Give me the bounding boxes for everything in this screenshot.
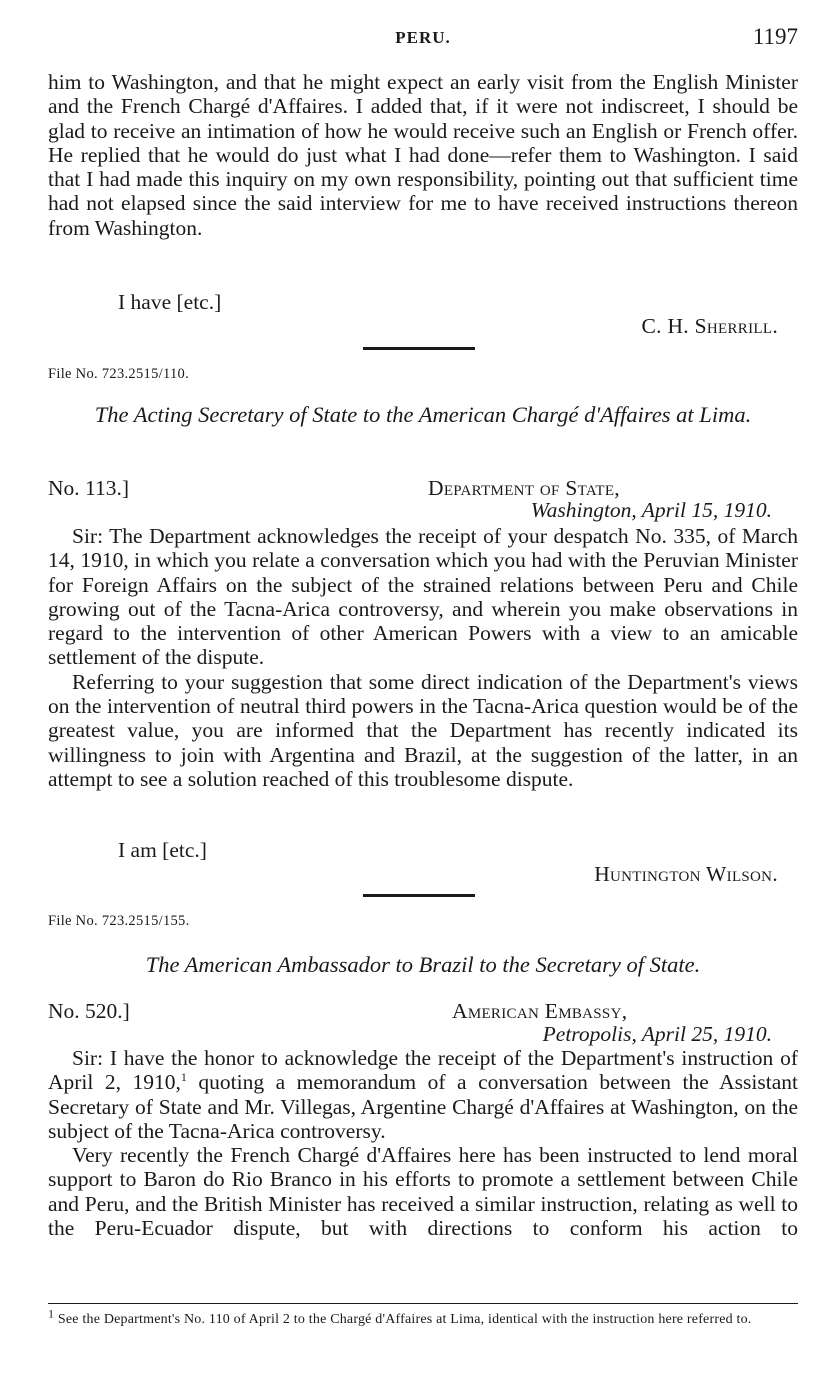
- running-title: PERU.: [395, 28, 451, 47]
- footnote-text: See the Department's No. 110 of April 2 to the Chargé d'Affaires at Lima, identical with the instruction here referred to.: [54, 1312, 752, 1327]
- reference-number: No. 520.]: [48, 999, 130, 1023]
- file-number: File No. 723.2515/155.: [48, 913, 190, 929]
- paragraph-text: quoting a memorandum of a conversation between the Assistant Secretary of State and Mr. Villegas, Argentine Chargé d'Affaires at Washington, on the subject of the Tacna-Arica controversy.: [48, 1070, 798, 1143]
- continuation-paragraph: him to Washington, and that he might expect an early visit from the English Minister and the French Chargé d'Affaires. I added that, if it were not indiscreet, I should be glad to receive an intimation of how he would receive such an English or French offer. He replied that he would do just what I had done—refer them to Washington. I said that I had made this inquiry on my own responsibility, pointing out that sufficient time had not elapsed since the said interview for me to have received instructions thereon from Washington.: [48, 70, 798, 240]
- file-number: File No. 723.2515/110.: [48, 366, 189, 382]
- letter-continuation: [48, 70, 798, 240]
- letter-heading: The American Ambassador to Brazil to the Secretary of State.: [145, 952, 701, 977]
- body-paragraph: Referring to your suggestion that some direct indication of the Department's views on the intervention of neutral third powers in the Tacna-Arica question would be of the greatest value, you are informed that the Department has recently indicated its willingness to join with Argentina and Brazil, at the suggestion of the latter, in an attempt to see a solution reached of this troublesome dispute.: [48, 669, 798, 791]
- body-paragraph: Sir: The Department acknowledges the receipt of your despatch No. 335, of March 14, 1910, in which you relate a conversation which you had with the Peruvian Minister for Foreign Affairs on the subject of the strained relations between Peru and Chile growing out of the Tacna-Arica controversy, and wherein you make observations in regard to the intervention of other American Powers with a view to an amicable settlement of the dispute.: [48, 524, 798, 670]
- closing-line: I have [etc.]: [118, 290, 222, 314]
- page-number: 1197: [752, 24, 798, 49]
- reference-number: No. 113.]: [48, 476, 130, 500]
- letter-body: [48, 524, 798, 791]
- signature: Huntington Wilson.: [594, 862, 778, 886]
- section-divider: [363, 347, 475, 350]
- body-paragraph: [48, 1046, 798, 1143]
- running-head: [48, 24, 798, 54]
- letter-body: [48, 1046, 798, 1240]
- section-divider: [363, 894, 475, 897]
- footnote: [48, 1306, 793, 1328]
- sender-office: American Embassy,: [452, 999, 628, 1023]
- signature: C. H. Sherrill.: [641, 314, 778, 338]
- footnote-marker: 1: [180, 1070, 187, 1085]
- place-date: Petropolis, April 25, 1910.: [542, 1022, 772, 1046]
- body-paragraph: Very recently the French Chargé d'Affaires here has been instructed to lend moral support to Baron do Rio Branco in his efforts to promote a settlement between Chile and Peru, and the British Minister has received a similar instruction, relating as well to the Peru-Ecuador dispute, but with directions to conform his action to: [48, 1143, 798, 1241]
- sender-office: Department of State,: [428, 476, 620, 500]
- letter-heading: The Acting Secretary of State to the American Chargé d'Affaires at Lima.: [94, 402, 752, 427]
- footnote-divider: [48, 1303, 798, 1304]
- paragraph-text: Sir: I have the honor to acknowledge the receipt of the Department's instruction of April 2, 1910,: [48, 1046, 798, 1095]
- place-date: Washington, April 15, 1910.: [530, 498, 772, 522]
- footnote-marker: 1: [48, 1306, 55, 1321]
- closing-line: I am [etc.]: [118, 838, 207, 862]
